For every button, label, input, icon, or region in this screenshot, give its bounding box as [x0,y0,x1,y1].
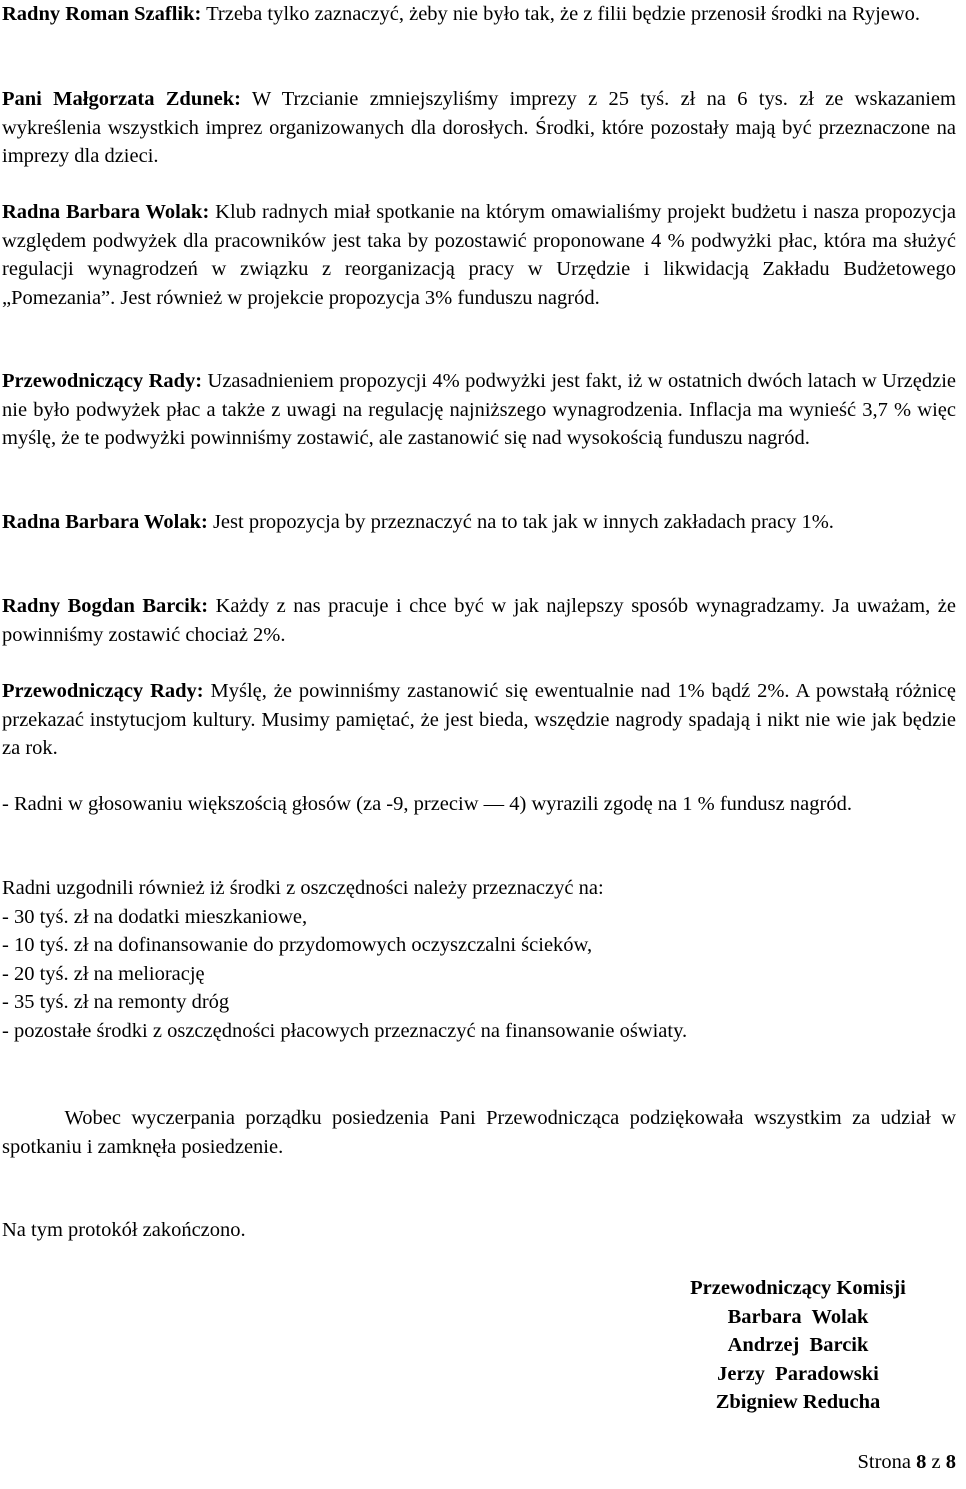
page-footer [857,1448,956,1477]
paragraph-text: Jest propozycja by przeznaczyć na to tak jak w innych zakładach pracy 1%. [207,511,834,533]
page-separator: z [926,1451,946,1473]
paragraph-zdunek [2,85,956,171]
speaker-name: Pani Małgorzata Zdunek: [2,88,241,110]
list-item: - 30 tyś. zł na dodatki mieszkaniowe, [2,905,308,928]
closing-paragraph: Wobec wyczerpania porządku posiedzenia Pani Przewodnicząca podziękowała wszystkim za udział w spotkaniu i zamknęła posiedzenie. [2,1107,962,1158]
speaker-name: Przewodniczący Rady: [2,370,203,392]
page-number: 8 [916,1451,927,1473]
signature-title: Przewodniczący Komisji [690,1277,906,1299]
list-item: - 35 tyś. zł na remonty dróg [2,991,230,1014]
paragraph-text: Myślę, że powinniśmy zastanowić się ewentualnie nad 1% bądź 2%. A powstałą różnicę przekazać instytucjom kultury. Musimy pamiętać, że jest bieda, wszędzie nagrody spadają i nikt nie wie jak będzie za rok. [2,680,956,760]
paragraph-text: Trzeba tylko zaznaczyć, żeby nie było tak, że z filii będzie przenosił środki na Ryjewo. [201,3,921,25]
speaker-name: Przewodniczący Rady: [2,680,204,702]
list-item: - 10 tyś. zł na dofinansowanie do przydomowych oczyszczalni ścieków, [2,934,593,957]
paragraph-text: W Trzcianie zmniejszyliśmy imprezy z 25 tyś. zł na 6 tys. zł ze wskazaniem wykreślenia wszystkich imprez organizowanych dla dorosłych. Środki, które pozostały mają być przeznaczone na imprezy dla dzieci. [2,88,956,168]
paragraph-barcik [2,592,956,649]
page-total: 8 [945,1451,956,1473]
signature-name: Andrzej Barcik [727,1334,869,1357]
speaker-name: Radny Bogdan Barcik: [2,595,209,617]
signature-name: Jerzy Paradowski [717,1362,879,1385]
speaker-name: Radna Barbara Wolak: [2,511,208,533]
savings-list [2,874,956,1046]
paragraph-text: Każdy z nas pracuje i chce być w jak najlepszy sposób wynagradzamy. Ja uważam, że powinniśmy zostawić chociaż 2%. [2,595,956,646]
paragraph-wolak-2 [2,508,956,537]
list-item: - pozostałe środki z oszczędności płacowych przeznaczyć na finansowanie oświaty. [2,1019,688,1042]
paragraph-wolak-1 [2,198,956,312]
speaker-name: Radna Barbara Wolak: [2,201,210,223]
paragraph-text: Uzasadnieniem propozycji 4% podwyżki jest fakt, iż w ostatnich dwóch latach w Urzędzie nie było podwyżek płac a także z uwagi na regulację najniższego wynagrodzenia. Inflacja ma wynieść 3,7 % więc myślę, że te podwyżki powinniśmy zostawić, ale zastanowić się nad wysokością funduszu nagród. [2,370,956,450]
signature-name: Zbigniew Reducha [715,1391,881,1414]
signature-name: Barbara Wolak [727,1305,869,1328]
vote-result: - Radni w głosowaniu większością głosów (za -9, przeciw — 4) wyrazili zgodę na 1 % fundusz nagród. [2,793,852,815]
savings-intro: Radni uzgodnili również iż środki z oszczędności należy przeznaczyć na: [2,877,604,899]
paragraph-przewodniczacy-1 [2,367,956,453]
speaker-name: Radny Roman Szaflik: [2,3,202,25]
end-note: Na tym protokół zakończono. [2,1219,246,1241]
list-item: - 20 tyś. zł na meliorację [2,962,205,985]
paragraph-przewodniczacy-2 [2,677,956,763]
paragraph-szaflik [2,0,956,29]
signature-block [630,1274,966,1417]
paragraph-text: Klub radnych miał spotkanie na którym omawialiśmy projekt budżetu i nasza propozycja względem podwyżek dla pracowników jest taka by pozostawić proponowane 4 % podwyżki płac, która ma służyć regulacji wynagrodzeń w związku z reorganizacją pracy w Urzędzie i likwidacją Zakładu Budżetowego „Pomezania”. Jest również w projekcie propozycja 3% funduszu nagród. [2,201,956,309]
page-label: Strona [857,1451,917,1473]
